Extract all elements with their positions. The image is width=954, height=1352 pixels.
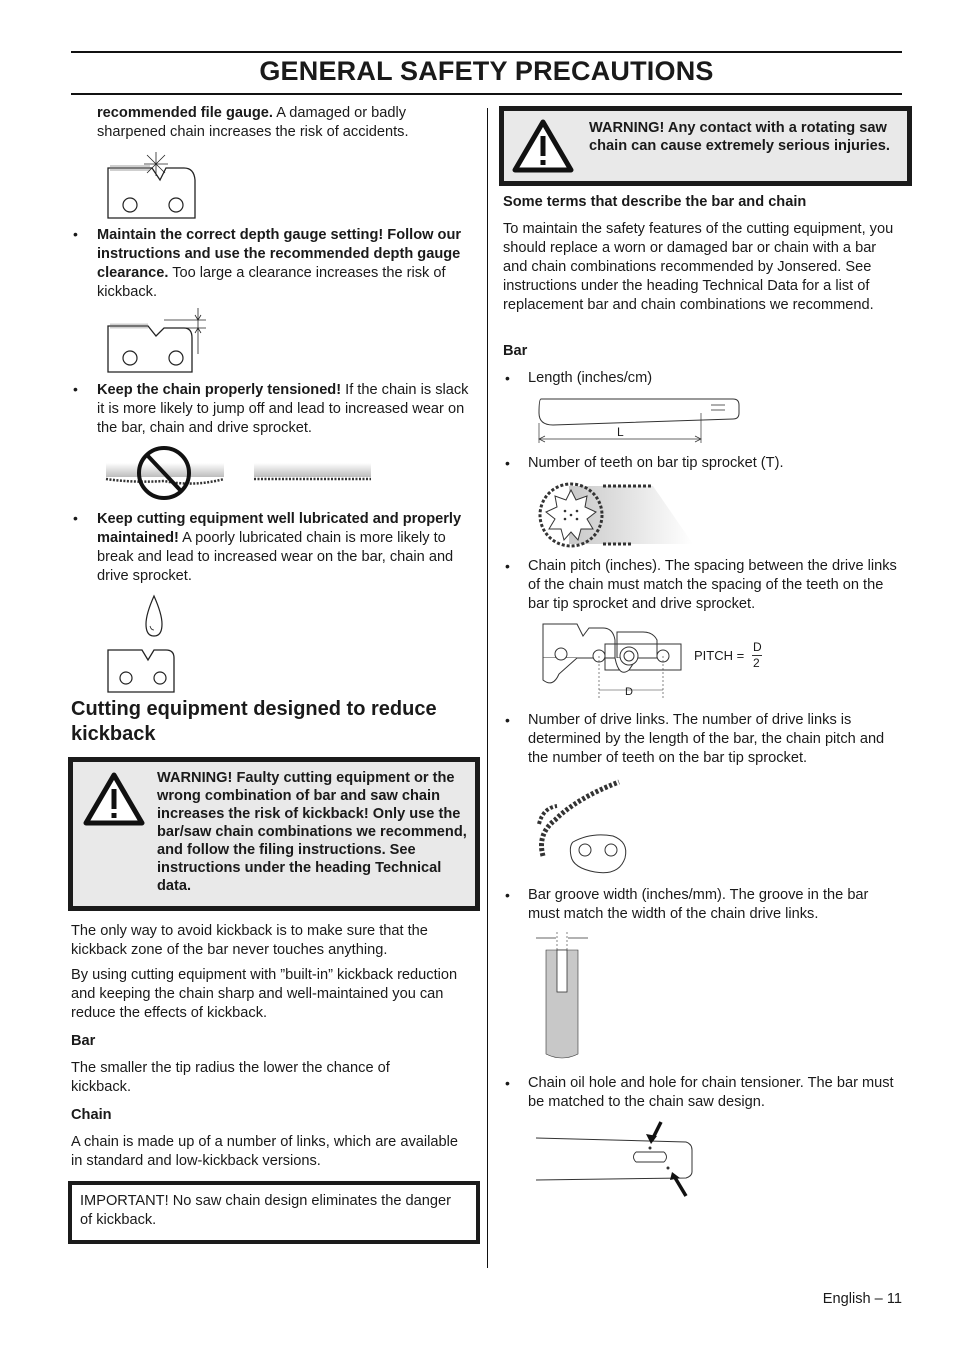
kickback-para-2: By using cutting equipment with ”built-in” kickback reduction and keeping the chain sharp and well-maintained you can reduce the effects of kickback. bbox=[71, 967, 458, 1021]
important-text: IMPORTANT! No saw chain design eliminates the danger of kickback. bbox=[80, 1193, 451, 1228]
bullet-dot: • bbox=[73, 381, 78, 397]
intro-bold: recommended file gauge. bbox=[97, 105, 273, 121]
terms-text: To maintain the safety features of the cutting equipment, you should replace a worn or damaged bar or chain with a bar and chain combinations recommended by Jonsered. See instructions under the heading Technical Data for a list of replacement bar and chain combinations we recommend. bbox=[503, 221, 894, 313]
kickback-warning-box bbox=[68, 757, 480, 911]
item-oil: Chain oil hole and hole for chain tensioner. The bar must be matched to the chain saw design. bbox=[528, 1075, 894, 1110]
item-length: Length (inches/cm) bbox=[528, 370, 653, 386]
item-pitch: Chain pitch (inches). The spacing between the drive links of the chain must match the spacing of the teeth on the bar tip sprocket and drive sprocket. bbox=[528, 558, 897, 612]
depth-gauge-paragraph bbox=[97, 226, 469, 302]
bar-groove-figure bbox=[536, 932, 592, 1064]
warning-triangle-icon bbox=[83, 772, 145, 826]
column-divider bbox=[487, 108, 488, 1268]
bullet-dot: • bbox=[73, 226, 78, 242]
bullet-dot: • bbox=[505, 712, 510, 728]
kickback-para-1: The only way to avoid kickback is to make sure that the kickback zone of the bar never touches anything. bbox=[71, 923, 428, 958]
bar-length-figure bbox=[533, 393, 743, 445]
drive-links-figure bbox=[533, 776, 633, 880]
item-links: Number of drive links. The number of drive links is determined by the length of the bar, the chain pitch and the number of teeth on the bar tip sprocket. bbox=[528, 712, 885, 766]
page-title: GENERAL SAFETY PRECAUTIONS bbox=[259, 56, 714, 86]
chain-pitch-figure bbox=[533, 618, 683, 704]
terms-heading: Some terms that describe the bar and chain bbox=[503, 194, 807, 210]
bullet-dot: • bbox=[505, 1075, 510, 1091]
bullet-dot: • bbox=[73, 510, 78, 526]
sprocket-figure bbox=[533, 478, 698, 550]
header-bottom-rule bbox=[71, 93, 902, 95]
oil-hole-figure bbox=[536, 1118, 698, 1200]
intro-rest: A damaged or badly sharpened chain increases the risk of accidents. bbox=[97, 105, 409, 140]
section-heading: Cutting equipment designed to reduce kickback bbox=[71, 698, 437, 745]
pitch-d-label: D bbox=[625, 686, 633, 698]
item-teeth: Number of teeth on bar tip sprocket (T). bbox=[528, 455, 784, 471]
depth-gauge-bold: Maintain the correct depth gauge setting! Follow our instructions and use the recommended depth gauge clearance. bbox=[97, 227, 462, 281]
length-label: L bbox=[617, 425, 624, 439]
bullet-dot: • bbox=[505, 887, 510, 903]
lubrication-bold: Keep cutting equipment well lubricated and properly maintained! bbox=[97, 511, 462, 546]
contact-warning-text: WARNING! Any contact with a rotating saw chain can cause extremely serious injuries. bbox=[589, 120, 890, 154]
important-box bbox=[68, 1181, 480, 1244]
oil-drop-figure bbox=[104, 592, 184, 696]
tension-bold: Keep the chain properly tensioned! bbox=[97, 382, 342, 398]
contact-warning-box bbox=[499, 106, 912, 186]
lubrication-paragraph bbox=[97, 510, 469, 586]
lubrication-rest: A poorly lubricated chain is more likely to break and lead to increased wear on the bar, chain and drive sprocket. bbox=[97, 530, 454, 584]
damaged-cutter-figure bbox=[100, 150, 200, 222]
page-number: English – 11 bbox=[822, 1291, 902, 1307]
chain-tension-figure bbox=[104, 443, 376, 503]
intro-paragraph bbox=[97, 104, 467, 142]
warning-triangle-icon bbox=[512, 119, 574, 173]
bullet-dot: • bbox=[505, 455, 510, 471]
bullet-dot: • bbox=[505, 370, 510, 386]
bar-heading-right: Bar bbox=[503, 343, 528, 359]
pitch-numerator: D bbox=[753, 640, 762, 654]
depth-gauge-rest: Too large a clearance increases the risk of kickback. bbox=[97, 265, 446, 300]
depth-gauge-figure bbox=[104, 306, 214, 376]
bar-text-left: The smaller the tip radius the lower the chance of kickback. bbox=[71, 1060, 390, 1095]
pitch-formula-label: PITCH = bbox=[694, 648, 745, 663]
chain-heading: Chain bbox=[71, 1107, 112, 1123]
item-groove: Bar groove width (inches/mm). The groove in the bar must match the width of the chain drive links. bbox=[528, 887, 869, 922]
tension-paragraph bbox=[97, 381, 469, 438]
header-top-rule bbox=[71, 51, 902, 53]
kickback-warning-text: WARNING! Faulty cutting equipment or the wrong combination of bar and saw chain increases the risk of kickback! Only use the bar/saw chain combinations we recommend, and follow the filing instructions. See instructions under the heading Technical data. bbox=[157, 770, 467, 894]
tension-rest: If the chain is slack it is more likely to jump off and lead to increased wear on the bar, chain and drive sprocket. bbox=[97, 382, 469, 436]
bullet-dot: • bbox=[505, 558, 510, 574]
chain-text: A chain is made up of a number of links, which are available in standard and low-kickback versions. bbox=[71, 1134, 458, 1169]
bar-heading-left: Bar bbox=[71, 1033, 96, 1049]
pitch-denominator: 2 bbox=[753, 656, 760, 670]
